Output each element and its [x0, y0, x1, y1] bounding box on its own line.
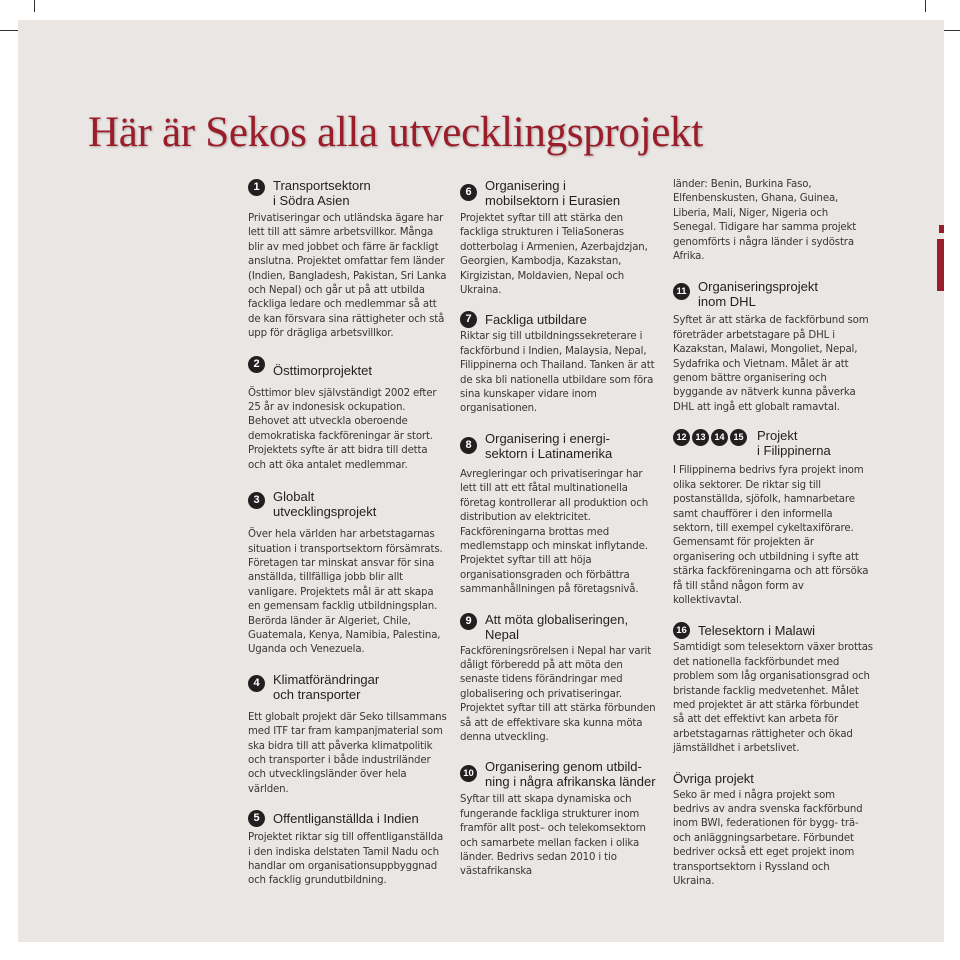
project-text: Samtidigt som telesektorn växer brottas det nationella fackförbundet med problem som låg organisationsgrad och bristande facklig medvetenhet. Målet med projektet är att stärka förbundet så att det effektivt kan arbeta för arbetstagarnas rättigheter och ökad jämställdhet i arbetslivet. [673, 642, 873, 755]
page-title: Här är Sekos alla utvecklingsprojekt [88, 109, 703, 156]
number-badge: 2 [248, 356, 265, 373]
project-text: Privatiseringar och utländska ägare har lett till att sämre arbetsvillkor. Många blir av med jobbet och färre är fackligt anslutna. Projektet omfattar fem länder (Indien, Bangladesh, Pakistan, Sri Lanka och Nepal) och går ut på att utbilda fackliga ledare och medlemmar så att de kan försvara sina rättigheter och stå upp för drägliga arbetsvillkor. [248, 213, 447, 340]
project-text: Ett globalt projekt där Seko tillsammans med ITF tar fram kampanjmaterial som ska bidra till att påverka klimatpolitik och transporter i både industriländer och utvecklingsländer över hela världen. [248, 711, 447, 795]
project-text: I Filippinerna bedrivs fyra projekt inom olika sektorer. De riktar sig till postanställda, sjöfolk, hamnarbetare samt chaufförer i den informella sektorn, till exempel cykeltaxiförare. Gemensamt för projekten är organisering och utbildning i syfte att stärka fackföreningarna och att försöka få till stånd någon form av kollektivavtal. [673, 465, 869, 606]
project-9 [460, 612, 660, 746]
project-text: Över hela världen har arbetstagarnas situation i transportsektorn försämrats. Företagen tar minskat ansvar för sina anställda, tillfälliga jobb blir allt vanligare. Projektets mål är att skapa en gemensam facklig utbildningsplan. Berörda länder är Algeriet, Chile, Guatemala, Kenya, Namibia, Palestina, Uganda och Venezuela. [248, 529, 443, 656]
project-heading: Globalt utvecklingsprojekt [273, 489, 377, 520]
number-badge: 10 [460, 765, 477, 782]
project-5 [248, 811, 448, 889]
project-16 [673, 623, 873, 756]
project-text: Riktar sig till utbildningssekreterare i fackförbund i Indien, Malaysia, Nepal, Filippinerna och Thailand. Tanken är att de ska bli nationella utbildare som föra sina kunskaper vidare inom organisationen. [460, 331, 655, 415]
number-badge: 15 [730, 429, 747, 446]
project-10-continued [673, 178, 873, 264]
number-badge: 7 [460, 311, 477, 328]
project-heading: Östtimorprojektet [273, 362, 372, 378]
project-heading: Telesektorn i Malawi [698, 623, 816, 639]
project-heading: Organisering genom utbild- ning i några afrikanska länder [485, 759, 656, 790]
project-heading: Offentliganställda i Indien [273, 811, 419, 827]
project-text: Projektet syftar till att stärka den fackliga strukturen i TeliaSoneras dotterbolag i Armenien, Azerbajdzjan, Georgien, Kambodja, Kazakstan, Kirgizistan, Moldavien, Nepal och Ukraina. [460, 213, 648, 297]
number-badge: 9 [460, 613, 477, 630]
project-6 [460, 178, 660, 298]
column-1 [248, 178, 448, 889]
number-badges [673, 429, 747, 446]
project-text: Avregleringar och privatiseringar har lett till att ett fåtal multinationella företag kontrollerar all produktion och distribution av elektricitet. Fackföreningarna brottas med medlemstapp och minskat inflytande. Projektet syftar till att höja organisationsgraden och förbättra sammanhållningen på företagsnivå. [460, 468, 649, 596]
project-11 [673, 279, 873, 415]
number-badge: 12 [673, 429, 690, 446]
number-badge: 11 [673, 283, 690, 300]
project-8 [460, 431, 660, 598]
project-2 [248, 358, 448, 473]
number-badge: 14 [711, 429, 728, 446]
crop-mark [34, 0, 35, 12]
project-text: Projektet riktar sig till offentliganställda i den indiska delstaten Tamil Nadu och handlar om organisationsuppbyggnad och facklig grundutbildning. [248, 832, 444, 887]
column-3 [673, 178, 873, 889]
project-heading: Transportsektorn i Södra Asien [273, 178, 371, 208]
project-heading: Klimatförändringar och transporter [273, 671, 380, 702]
number-badge: 8 [460, 437, 477, 454]
number-badge: 5 [248, 810, 265, 827]
other-projects [673, 771, 873, 890]
number-badge: 6 [460, 184, 477, 201]
project-heading: Organisering i mobilsektorn i Eurasien [485, 178, 621, 208]
project-heading: Övriga projekt [673, 770, 754, 786]
project-heading: Projekt i Filippinerna [757, 428, 831, 459]
number-badge: 16 [673, 622, 690, 639]
number-badge: 4 [248, 675, 265, 692]
project-heading: Organisering i energi- sektorn i Latinamerika [485, 430, 613, 461]
column-2 [460, 178, 660, 880]
edge-mark [936, 225, 944, 305]
project-heading: Fackliga utbildare [485, 312, 587, 328]
number-badge: 3 [248, 492, 265, 509]
number-badge: 1 [248, 179, 265, 196]
project-10 [460, 759, 660, 879]
project-12-15 [673, 428, 873, 608]
project-heading: Att möta globaliseringen, Nepal [485, 611, 629, 642]
project-text: länder: Benin, Burkina Faso, Elfenbenskusten, Ghana, Guinea, Liberia, Mali, Niger, Nigeria och Senegal. Tidigare har samma projekt genomförts i några länder i sydöstra Afrika. [673, 179, 857, 263]
page [18, 20, 944, 942]
project-text: Syftar till att skapa dynamiska och fungerande fackliga strukturer inom framför allt post– och telekomsektorn och samarbete mellan facken i olika länder. Bedrivs sedan 2010 i tio västafrikanska [460, 794, 646, 878]
project-text: Syftet är att stärka de fackförbund som företräder arbetstagare på DHL i Kazakstan, Malawi, Mongoliet, Nepal, Sydafrika och Vietnam. Målet är att genom bättre organisering och byggande av nätverk kunna påverka DHL att ingå ett globalt ramavtal. [673, 315, 869, 413]
project-1 [248, 178, 448, 342]
project-heading: Organiseringsprojekt inom DHL [698, 279, 818, 310]
crop-mark [925, 0, 926, 12]
project-3 [248, 489, 448, 658]
project-text: Seko är med i några projekt som bedrivs av andra svenska fackförbund inom BWI, federationen för bygg- trä- och anläggningsarbetare. Förbundet bedriver också ett eget projekt inom transportsektorn i Ryssland och Ukraina. [673, 789, 863, 888]
number-badge: 13 [692, 429, 709, 446]
project-7 [460, 312, 660, 416]
project-text: Fackföreningsrörelsen i Nepal har varit dåligt förberedd på att möta den senaste tidens förändringar med globalisering och privatiseringar. Projektet syftar till att stärka förbunden så att de effektivare ska kunna möta denna utveckling. [460, 645, 656, 743]
project-4 [248, 672, 448, 797]
project-text: Östtimor blev självständigt 2002 efter 25 år av indonesisk ockupation. Behovet att utveckla oberoende demokratiska fackföreningar är stort. Projektets syfte är att bidra till detta och att öka antalet medlemmar. [248, 387, 437, 471]
